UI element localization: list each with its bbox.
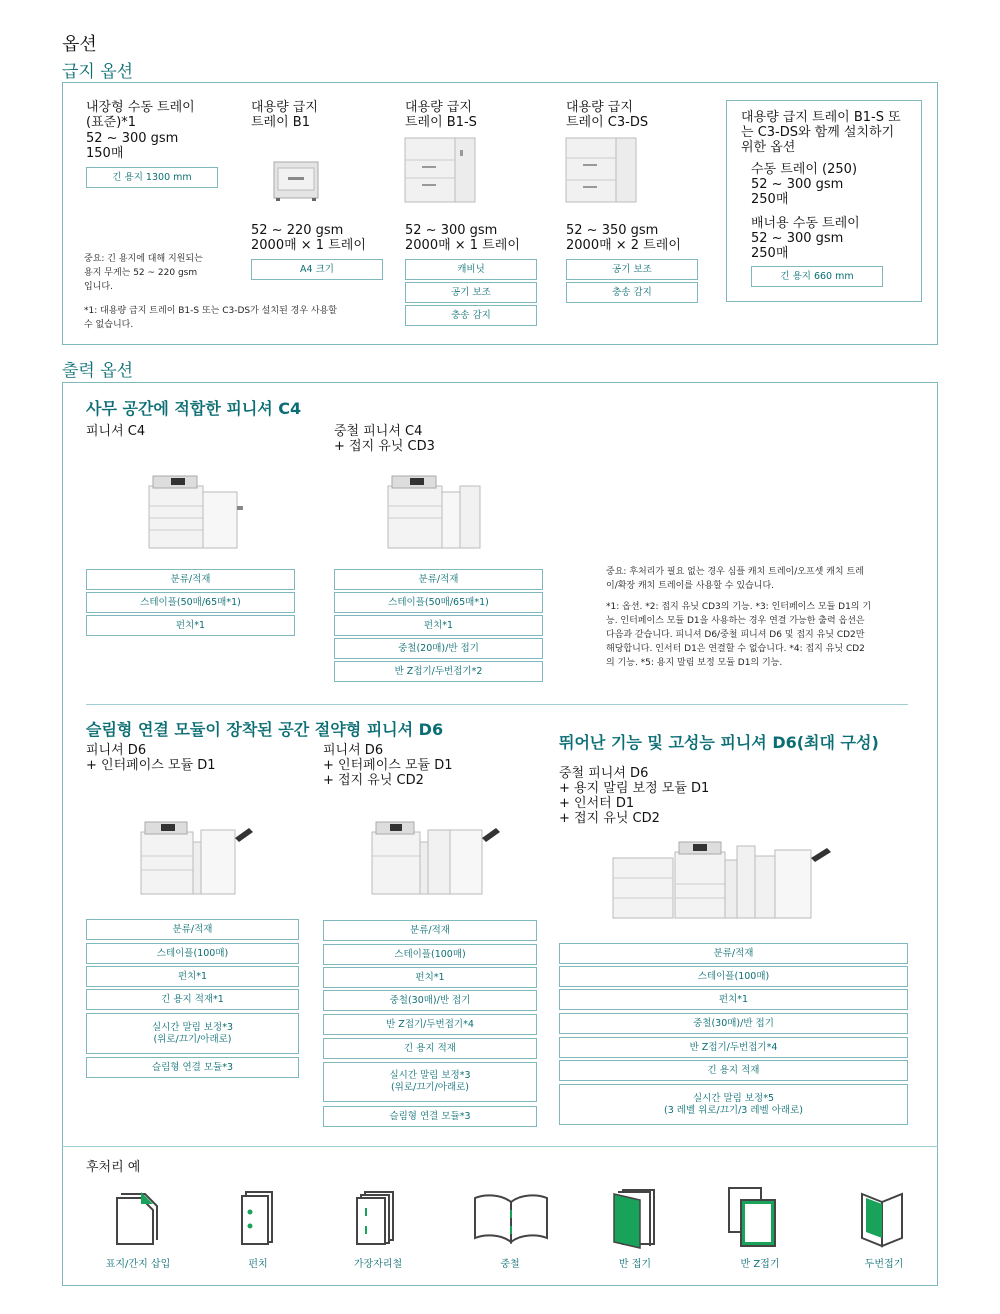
example-label-punch: 펀치 xyxy=(248,1259,268,1270)
slim-a-feature-2: 스테이플(100매) xyxy=(86,943,299,964)
feed-section-title: 급지 옵션 xyxy=(62,62,134,82)
slim-a-feature-4: 긴 용지 적재*1 xyxy=(86,989,299,1010)
example-label-insert: 표지/간지 삽입 xyxy=(105,1259,171,1270)
feed-col2-name: 대용량 급지 트레이 B1 xyxy=(251,100,318,130)
finisher-d6-cd2-image xyxy=(368,816,502,900)
finisher-d6-image xyxy=(137,816,257,900)
feed-col2-feature: A4 크기 xyxy=(251,259,383,280)
feed-col4-name: 대용량 급지 트레이 C3-DS xyxy=(566,100,649,130)
companion-feature: 긴 용지 660 mm xyxy=(751,266,883,287)
max-feature-5: 반 Z접기/두번접기*4 xyxy=(559,1037,908,1058)
output-divider-2 xyxy=(62,1146,938,1147)
feed-col3-feature-3: 충송 감지 xyxy=(405,305,537,326)
z-fold-icon xyxy=(727,1186,779,1248)
feed-col4-feature-2: 충송 감지 xyxy=(566,282,698,303)
output-section-title: 출력 옵션 xyxy=(62,361,134,381)
office-b-feature-4: 중철(20매)/반 접기 xyxy=(334,638,543,659)
slim-b-feature-6: 긴 용지 적재 xyxy=(323,1038,537,1059)
max-feature-6: 긴 용지 적재 xyxy=(559,1060,908,1081)
slim-b-feature-1: 분류/적재 xyxy=(323,920,537,941)
slim-a-name: 피니셔 D6 + 인터페이스 모듈 D1 xyxy=(86,743,216,773)
office-b-name: 중철 피니셔 C4 + 접지 유닛 CD3 xyxy=(334,424,435,454)
feed-col4-spec: 52 ~ 350 gsm 2000매 × 2 트레이 xyxy=(566,223,681,253)
companion-box-title: 대용량 급지 트레이 B1-S 또 는 C3-DS와 함께 설치하기 위한 옵션 xyxy=(741,110,901,155)
half-fold-icon xyxy=(612,1188,658,1250)
output-divider-1 xyxy=(86,704,908,705)
office-finisher-title: 사무 공간에 적합한 피니셔 C4 xyxy=(86,399,302,418)
slim-b-feature-3: 펀치*1 xyxy=(323,967,537,988)
max-feature-2: 스테이플(100매) xyxy=(559,966,908,987)
saddle-stitch-icon xyxy=(471,1192,551,1246)
max-finisher-title: 뛰어난 기능 및 고성능 피니셔 D6(최대 구성) xyxy=(559,733,879,752)
feed-note-long-paper: 중요: 긴 용지에 대해 지원되는 용지 무게는 52 ~ 220 gsm 입니다. xyxy=(84,254,203,292)
feed-col1-feature: 긴 용지 1300 mm xyxy=(86,167,218,188)
office-a-feature-2: 스테이플(50매/65매*1) xyxy=(86,592,295,613)
finisher-c4-cd3-image xyxy=(384,472,484,554)
slim-b-feature-4: 중철(30매)/반 접기 xyxy=(323,990,537,1011)
tray-b1s-image xyxy=(404,136,476,206)
example-label-double-fold: 두번접기 xyxy=(864,1259,904,1270)
max-name: 중철 피니셔 D6 + 용지 말림 보정 모듈 D1 + 인서터 D1 + 접지 유닛 CD2 xyxy=(559,766,710,826)
insert-cover-icon xyxy=(115,1190,161,1246)
feed-col1-name: 내장형 수동 트레이 (표준)*1 xyxy=(86,100,195,130)
feed-col3-feature-1: 캐비닛 xyxy=(405,259,537,280)
office-b-feature-1: 분류/적재 xyxy=(334,569,543,590)
max-feature-7: 실시간 말림 보정*5 (3 레벨 위로/끄기/3 레벨 아래로) xyxy=(559,1084,908,1125)
office-footnotes: *1: 옵션. *2: 접지 유닛 CD3의 기능. *3: 인터페이스 모듈 D1의 기 능. 인터페이스 모듈 D1을 사용하는 경우 연결 가능한 출력 옵션은 다음과 같습니다. 피니셔 D6/중철 피니셔 D6 및 접지 유닛 CD2만 해당합니다. 인서터 D1은 연결할 수 없습니다. *4: 접지 유닛 CD2 의 기능. *5: 용지 말림 보정 모듈 D1의 기능. xyxy=(606,602,872,668)
feed-col3-name: 대용량 급지 트레이 B1-S xyxy=(405,100,477,130)
slim-b-feature-2: 스테이플(100매) xyxy=(323,944,537,965)
slim-a-feature-5: 실시간 말림 보정*3 (위로/끄기/아래로) xyxy=(86,1013,299,1054)
double-fold-icon xyxy=(860,1188,906,1248)
office-a-feature-1: 분류/적재 xyxy=(86,569,295,590)
slim-b-name: 피니셔 D6 + 인터페이스 모듈 D1 + 접지 유닛 CD2 xyxy=(323,743,453,788)
slim-b-feature-5: 반 Z접기/두번접기*4 xyxy=(323,1014,537,1035)
slim-b-feature-7: 실시간 말림 보정*3 (위로/끄기/아래로) xyxy=(323,1062,537,1102)
finisher-d6-max-image xyxy=(611,838,835,924)
page-title: 옵션 xyxy=(62,34,97,55)
edge-stitch-icon xyxy=(355,1190,395,1246)
slim-b-feature-8: 슬림형 연결 모듈*3 xyxy=(323,1106,537,1127)
example-label-half-fold: 반 접기 xyxy=(618,1259,652,1270)
feed-col4-feature-1: 공기 보조 xyxy=(566,259,698,280)
office-b-feature-2: 스테이플(50매/65매*1) xyxy=(334,592,543,613)
feed-footnote-1: *1: 대용량 급지 트레이 B1-S 또는 C3-DS가 설치된 경우 사용할 수 없습니다. xyxy=(84,306,337,330)
punch-icon xyxy=(240,1190,274,1246)
example-label-saddle-stitch: 중철 xyxy=(500,1259,520,1270)
example-label-edge-stitch: 가장자리철 xyxy=(353,1259,403,1270)
example-label-z-fold: 반 Z접기 xyxy=(740,1259,780,1270)
tray-c3ds-image xyxy=(565,136,637,206)
feed-col3-feature-2: 공기 보조 xyxy=(405,282,537,303)
feed-col2-spec: 52 ~ 220 gsm 2000매 × 1 트레이 xyxy=(251,223,366,253)
max-feature-3: 펀치*1 xyxy=(559,989,908,1010)
finisher-c4-image xyxy=(145,472,245,554)
max-feature-1: 분류/적재 xyxy=(559,943,908,964)
examples-title: 후처리 예 xyxy=(86,1160,141,1175)
slim-a-feature-6: 슬림형 연결 모듈*3 xyxy=(86,1057,299,1078)
companion-manual-tray: 수동 트레이 (250) 52 ~ 300 gsm 250매 xyxy=(751,162,858,207)
slim-a-feature-1: 분류/적재 xyxy=(86,919,299,940)
office-b-feature-3: 펀치*1 xyxy=(334,615,543,636)
office-b-feature-5: 반 Z접기/두번접기*2 xyxy=(334,661,543,682)
feed-col1-spec: 52 ~ 300 gsm 150매 xyxy=(86,131,179,161)
office-a-feature-3: 펀치*1 xyxy=(86,615,295,636)
office-a-name: 피니셔 C4 xyxy=(86,424,146,439)
tray-b1-image xyxy=(272,160,320,202)
slim-finisher-title: 슬림형 연결 모듈이 장착된 공간 절약형 피니셔 D6 xyxy=(86,720,444,739)
feed-col3-spec: 52 ~ 300 gsm 2000매 × 1 트레이 xyxy=(405,223,520,253)
companion-banner-tray: 배너용 수동 트레이 52 ~ 300 gsm 250매 xyxy=(751,216,860,261)
office-note-important: 중요: 후처리가 필요 없는 경우 심플 캐치 트레이/오프셋 캐치 트레 이/확장 캐치 트레이를 사용할 수 있습니다. xyxy=(606,567,864,591)
slim-a-feature-3: 펀치*1 xyxy=(86,966,299,987)
max-feature-4: 중철(30매)/반 접기 xyxy=(559,1013,908,1034)
